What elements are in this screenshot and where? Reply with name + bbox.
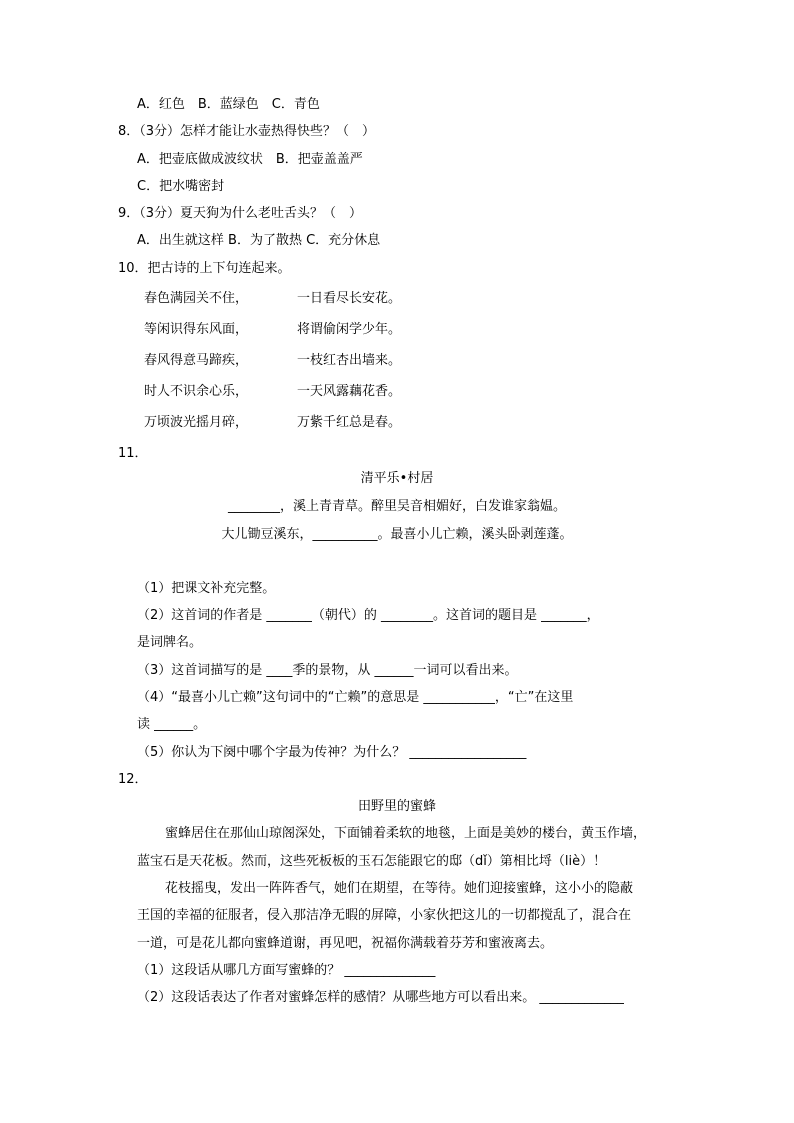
q8-options-ab: A．把壶底做成波纹状 B．把壶盖盖严	[137, 152, 363, 167]
q11-blank-2: __________	[312, 527, 378, 542]
q12-para2-line2: 王国的幸福的征服者，侵入那洁净无暇的屏障，小家伙把这儿的一切都搅乱了，混合在	[137, 908, 632, 923]
q12-para2-line3: 一道，可是花儿都向蜜蜂道谢，再见吧，祝福你满载着芬芳和蜜液离去。	[137, 936, 554, 951]
q11-blank-1: ________	[227, 499, 280, 514]
q12-para1-line1: 蜜蜂居住在那仙山琼阁深处，下面铺着柔软的地毯，上面是美妙的楼台，黄玉作墙，	[165, 826, 647, 841]
poem-right-4: 一天风露藕花香。	[297, 384, 402, 399]
q11-number: 11．	[118, 446, 148, 461]
q7-options: A．红色 B．蓝绿色 C．青色	[137, 97, 320, 112]
poem-right-3: 一枝红杏出墙来。	[297, 353, 402, 368]
q11-poem-line-1	[0, 498, 794, 516]
q11-sub-5: （5）你认为下阕中哪个字最为传神？为什么？ __________________	[137, 745, 527, 760]
q11-sub-3: （3）这首词描写的是 ____季的景物，从 ______一词可以看出来。	[137, 663, 518, 678]
q9-options: A．出生就这样 B．为了散热 C．充分休息	[137, 233, 381, 248]
q11-sub-2a: （2）这首词的作者是 _______（朝代）的 ________。这首词的题目是 _______，	[137, 608, 600, 623]
q12-sub-2: （2）这段话表达了作者对蜜蜂怎样的感情？从哪些地方可以看出来。 _____________	[137, 990, 624, 1005]
q11-sub-4b: 读 ______。	[137, 717, 207, 732]
q8-option-c: C．把水嘴密封	[137, 179, 225, 194]
q11-sub-4a: （4）“最喜小儿亡赖”这句词中的“亡赖”的意思是 ___________，“亡”在这里	[137, 690, 574, 705]
q11-line2-text-a: 大儿锄豆溪东，	[221, 527, 313, 542]
q12-title: 田野里的蜜蜂	[357, 799, 436, 814]
q11-line2-text-b: 。最喜小儿亡赖，溪头卧剥莲蓬。	[377, 527, 573, 542]
q11-sub-2b: 是词牌名。	[137, 635, 203, 650]
q11-title: 清平乐•村居	[360, 471, 434, 486]
q11-sub-1: （1）把课文补充完整。	[137, 581, 276, 596]
poem-left-5: 万顷波光摇月碎，	[144, 415, 249, 430]
q12-number: 12．	[118, 772, 148, 787]
q11-line1-text: ，溪上青青草。醉里吴音相媚好，白发谁家翁媪。	[279, 499, 566, 514]
poem-left-2: 等闲识得东风面，	[144, 322, 249, 337]
q12-para2-line1: 花枝摇曳，发出一阵阵香气，她们在期望，在等待。她们迎接蜜蜂，这小小的隐蔽	[165, 881, 634, 896]
q8-stem: 8．（3分）怎样才能让水壶热得快些？（ ）	[118, 124, 376, 139]
poem-right-1: 一日看尽长安花。	[297, 291, 402, 306]
q11-poem-line-2	[0, 526, 794, 544]
poem-left-1: 春色满园关不住，	[144, 291, 249, 306]
q12-para1-line2: 蓝宝石是天花板。然而，这些死板板的玉石怎能跟它的邸（dǐ）第相比埒（liè）！	[137, 854, 607, 869]
poem-right-2: 将谓偷闲学少年。	[297, 322, 402, 337]
poem-right-5: 万紫千红总是春。	[297, 415, 402, 430]
q10-stem: 10．把古诗的上下句连起来。	[118, 261, 291, 276]
poem-left-3: 春风得意马蹄疾，	[144, 353, 249, 368]
q12-sub-1: （1）这段话从哪几方面写蜜蜂的？ ______________	[137, 963, 436, 978]
q9-stem: 9．（3分）夏天狗为什么老吐舌头？（ ）	[118, 206, 363, 221]
poem-left-4: 时人不识余心乐，	[144, 384, 249, 399]
